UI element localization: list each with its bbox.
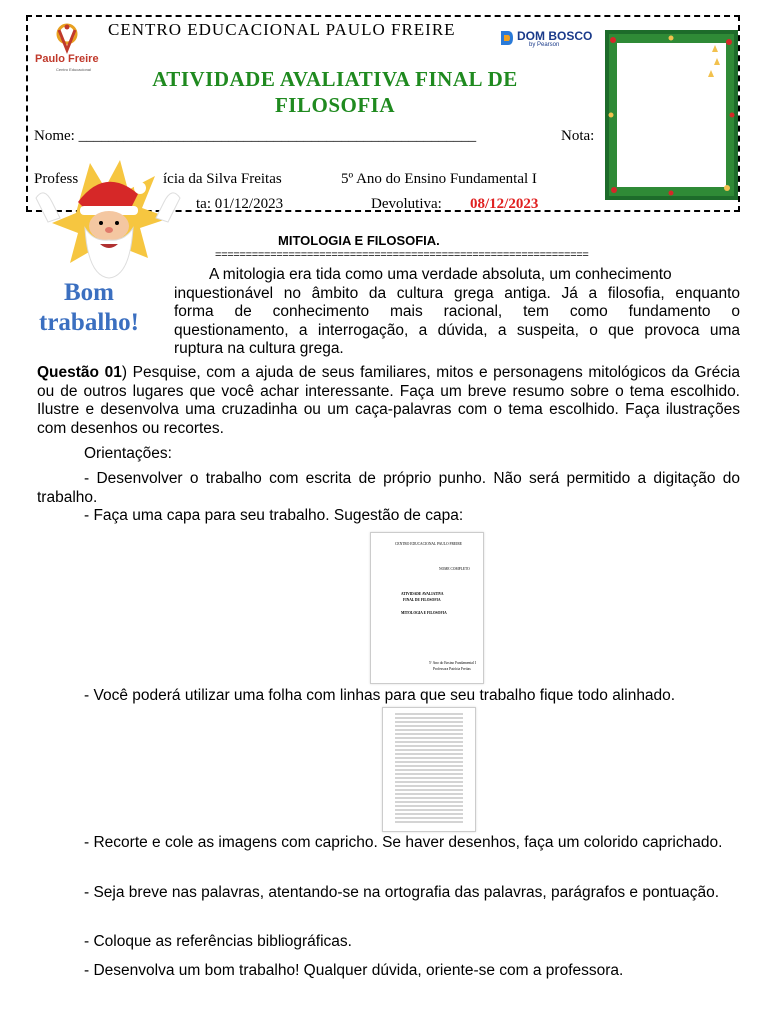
- cover-title-2: FINAL DE FILOSOFIA: [403, 598, 441, 602]
- teacher-label: Profess: [34, 171, 79, 187]
- section-title: MITOLOGIA E FILOSOFIA.: [278, 233, 440, 248]
- cover-sample-image: [370, 532, 484, 684]
- orientation-4: - Recorte e cole as imagens com capricho. Se haver desenhos, faça um colorido caprichado.: [84, 834, 723, 851]
- brand-logo-sub: by Pearson: [529, 42, 560, 48]
- orientation-7: - Desenvolva um bom trabalho! Qualquer dúvida, oriente-se com a professora.: [84, 962, 624, 979]
- good-work-line-1: Bom: [64, 279, 114, 306]
- cover-school: CENTRO EDUCACIONAL PAULO FREIRE: [395, 542, 462, 546]
- orientation-6: - Coloque as referências bibliográficas.: [84, 933, 352, 950]
- orientation-2: - Faça uma capa para seu trabalho. Sugestão de capa:: [84, 507, 464, 524]
- title-line-2: FILOSOFIA: [274, 93, 396, 117]
- cover-name: NOME COMPLETO: [439, 567, 470, 571]
- orientation-1: - Desenvolver o trabalho com escrita de próprio punho. Não será permitido a digitação do trabalho.: [37, 470, 740, 506]
- section-rule: =============================================================: [215, 249, 589, 261]
- school-logo-name: Paulo Freire: [35, 53, 99, 65]
- santa-illustration: [30, 158, 188, 288]
- title-line-1: ATIVIDADE AVALIATIVA FINAL DE: [152, 67, 518, 91]
- return-label: Devolutiva:: [371, 196, 442, 212]
- name-field[interactable]: [34, 128, 476, 145]
- cover-title-1: ATIVIDADE AVALIATIVA: [401, 592, 444, 596]
- page-title: [110, 66, 560, 118]
- school-logo: [33, 22, 101, 74]
- grade-label: Nota:: [561, 128, 595, 144]
- orientation-3: - Você poderá utilizar uma folha com linhas para que seu trabalho fique todo alinhado.: [84, 687, 676, 704]
- christmas-frame: [605, 30, 738, 200]
- lined-paper-image: [382, 707, 476, 832]
- brand-logo-mark-icon: [500, 30, 514, 46]
- intro-line-4: questionamento, a interrogação, a dúvida, a suspeita, o que provoca uma: [174, 321, 740, 339]
- christmas-frame-icon: [605, 30, 738, 200]
- teacher-name: ícia da Silva Freitas: [163, 171, 282, 187]
- class-label: 5º Ano do Ensino Fundamental I: [341, 171, 537, 187]
- school-logo-sub: Centro Educacional: [56, 67, 91, 72]
- name-label: Nome:: [34, 128, 75, 144]
- intro-line-5: ruptura na cultura grega.: [174, 340, 344, 357]
- name-blank: _____________________________________________________: [78, 128, 477, 144]
- good-work-line-2: trabalho!: [39, 309, 139, 336]
- cover-foot-2: Professora Patrícia Freitas: [433, 667, 471, 671]
- lined-paper-icon: [383, 708, 475, 831]
- santa-icon: [30, 158, 188, 288]
- school-logo-mark-icon: [33, 22, 101, 56]
- brand-logo: [500, 28, 600, 52]
- question-label: Questão 01: [37, 364, 122, 381]
- return-date: 08/12/2023: [470, 196, 539, 212]
- intro-line-3: forma de conhecimento mais racional, tem como fundamento o: [174, 303, 740, 320]
- orientation-5: - Seja breve nas palavras, atentando-se na ortografia das palavras, parágrafos e pontuação.: [84, 884, 720, 901]
- cover-foot-1: 5º Ano do Ensino Fundamental I: [429, 661, 476, 665]
- brand-logo-name: DOM BOSCO: [517, 29, 593, 43]
- question-01: [37, 364, 740, 438]
- cover-subtitle: MITOLOGIA E FILOSOFIA: [401, 611, 447, 615]
- date-label: ta: 01/12/2023: [196, 196, 284, 212]
- school-name: CENTRO EDUCACIONAL PAULO FREIRE: [108, 20, 456, 39]
- orientations-heading: Orientações:: [84, 445, 172, 462]
- question-text: ) Pesquise, com a ajuda de seus familiares, mitos e personagens mitológicos da Grécia ou de outros lugares que você achar interessante. Faça um breve resumo sobre o tema escolhido. Ilustre e desenvolva uma cruzadinha ou um caça-palavras com o tema escolhido. Faça ilustrações com desenhos ou recortes.: [37, 364, 740, 437]
- intro-line-1: A mitologia era tida como uma verdade absoluta, um conhecimento: [209, 266, 672, 283]
- intro-line-2: inquestionável no âmbito da cultura grega antiga. Já a filosofia, enquanto: [174, 284, 740, 302]
- good-work-text: [30, 278, 148, 338]
